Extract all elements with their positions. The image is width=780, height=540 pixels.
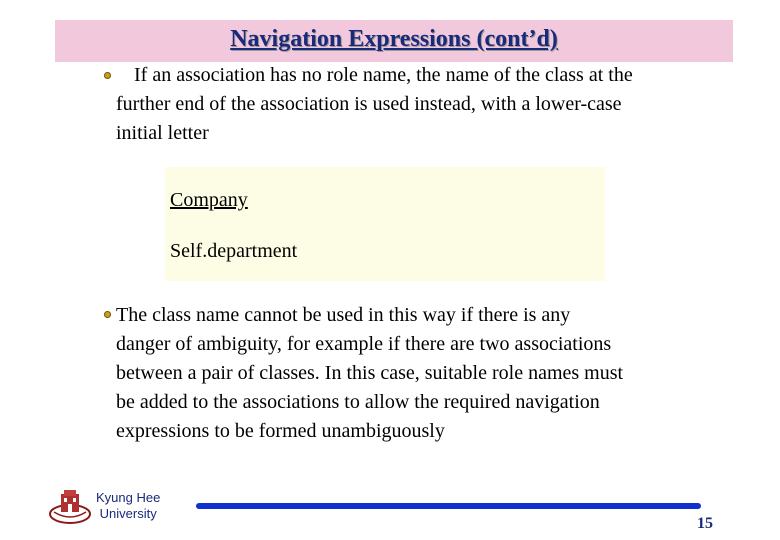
code-line-self-department: Self.department xyxy=(170,240,298,262)
code-example-box xyxy=(165,167,605,281)
bullet-icon xyxy=(104,72,111,79)
bullet-2-line: expressions to be formed unambiguously xyxy=(116,420,445,442)
university-name xyxy=(96,490,160,522)
title-bar xyxy=(55,20,733,62)
page-number: 15 xyxy=(697,515,713,532)
university-logo-icon xyxy=(48,488,92,526)
footer-rule xyxy=(196,503,701,509)
bullet-1-line: initial letter xyxy=(116,122,209,144)
bullet-1-line: If an association has no role name, the name of the class at the xyxy=(134,64,633,86)
bullet-1 xyxy=(116,61,736,148)
bullet-2 xyxy=(116,301,736,446)
bullet-1-line: further end of the association is used instead, with a lower-case xyxy=(116,93,622,115)
bullet-2-line: be added to the associations to allow the required navigation xyxy=(116,391,600,413)
slide-title: Navigation Expressions (cont’d) xyxy=(230,26,558,52)
code-line-company: Company xyxy=(170,189,248,211)
university-name-line: Kyung Hee xyxy=(96,490,161,505)
bullet-icon xyxy=(104,311,111,318)
bullet-2-line: The class name cannot be used in this way if there is any xyxy=(116,304,571,326)
bullet-2-line: danger of ambiguity, for example if there are two associations xyxy=(116,333,612,355)
university-name-line: University xyxy=(99,506,157,521)
bullet-2-line: between a pair of classes. In this case, suitable role names must xyxy=(116,362,624,384)
